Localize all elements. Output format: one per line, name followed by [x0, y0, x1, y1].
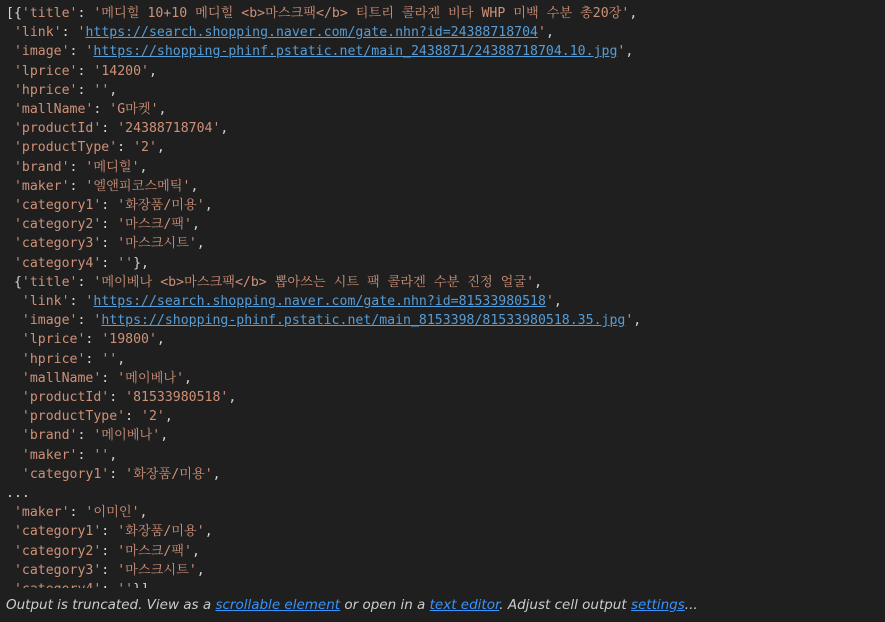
indent: [6, 313, 22, 328]
indent: [6, 428, 22, 443]
json-string: '이미인': [85, 505, 140, 521]
truncation-middle: or open in a: [340, 597, 430, 613]
json-key: 'productType': [21, 409, 126, 425]
indent: [6, 409, 22, 424]
json-string: '19800': [101, 332, 157, 348]
indent: [6, 198, 14, 213]
indent: [6, 256, 14, 271]
json-punctuation: ,: [204, 524, 213, 540]
indent: [6, 275, 14, 290]
indent: [6, 524, 14, 539]
url-link[interactable]: https://shopping-phinf.pstatic.net/main_8153398/81533980518.35.jpg: [101, 313, 626, 329]
json-key: 'title': [21, 274, 78, 290]
json-punctuation: :: [101, 217, 118, 233]
json-punctuation: ,: [553, 294, 562, 310]
code-line: [0, 138, 885, 157]
json-key: 'image': [13, 44, 70, 60]
code-line: [0, 388, 885, 407]
json-key: 'brand': [13, 159, 70, 175]
code-line: [0, 561, 885, 580]
json-punctuation: :: [69, 294, 86, 310]
json-string: '81533980518': [125, 390, 229, 406]
json-punctuation: ,: [629, 6, 638, 21]
code-line: [0, 81, 885, 100]
json-punctuation: ,: [109, 447, 118, 463]
json-punctuation: ,: [545, 25, 554, 41]
json-string: '마스크/팩': [117, 217, 192, 233]
json-key: 'productType': [13, 140, 118, 156]
json-punctuation: :: [77, 6, 94, 21]
json-key: 'title': [21, 6, 78, 21]
code-line: [0, 311, 885, 330]
json-key: 'category3': [13, 562, 102, 578]
code-line: [0, 446, 885, 465]
indent: [6, 140, 14, 155]
indent: [6, 294, 22, 309]
url-link[interactable]: https://search.shopping.naver.com/gate.nhn?id=24388718704: [85, 25, 538, 41]
indent: [6, 121, 14, 136]
code-line: [0, 407, 885, 426]
code-line: [0, 542, 885, 561]
indent: [6, 83, 14, 98]
json-punctuation: :: [109, 466, 126, 482]
url-link[interactable]: https://shopping-phinf.pstatic.net/main_2438871/24388718704.10.jpg: [93, 44, 618, 60]
json-punctuation: :: [77, 447, 94, 463]
json-punctuation: ,: [164, 409, 173, 425]
code-line: [0, 292, 885, 311]
indent: [6, 160, 14, 175]
json-punctuation: ,: [191, 543, 200, 559]
code-line: [0, 426, 885, 445]
code-line: [0, 4, 885, 23]
json-punctuation: ...: [6, 486, 30, 502]
scrollable-element-link[interactable]: scrollable element: [215, 597, 341, 613]
code-line: [0, 100, 885, 119]
json-string: ': [93, 313, 102, 329]
json-punctuation: ,: [160, 428, 169, 444]
json-punctuation: :: [77, 313, 94, 329]
json-string: '엘앤피코스메틱': [85, 178, 191, 194]
json-punctuation: ,: [158, 102, 167, 118]
indent: [6, 64, 14, 79]
json-punctuation: :: [85, 332, 102, 348]
json-punctuation: :: [77, 274, 94, 290]
json-string: '화장품/미용': [117, 198, 205, 214]
code-line: [0, 330, 885, 349]
json-punctuation: ,: [196, 236, 205, 252]
code-line: [0, 234, 885, 253]
indent: [6, 236, 14, 251]
json-punctuation: :: [101, 562, 118, 578]
truncation-prefix: Output is truncated. View as a: [6, 597, 216, 613]
json-key: 'mallName': [21, 370, 102, 386]
json-punctuation: :: [117, 140, 134, 156]
json-string: '메디힐': [85, 159, 140, 175]
json-punctuation: :: [69, 505, 86, 521]
json-key: 'category1': [13, 524, 102, 540]
json-string: '14200': [93, 63, 149, 79]
indent: [6, 102, 14, 117]
json-punctuation: :: [101, 255, 118, 271]
indent: [6, 544, 14, 559]
json-key: 'mallName': [13, 102, 94, 118]
indent: [6, 371, 22, 386]
json-punctuation: ,: [109, 82, 118, 98]
json-key: 'category1': [13, 198, 102, 214]
json-punctuation: :: [77, 82, 94, 98]
indent: [6, 179, 14, 194]
json-punctuation: :: [101, 121, 118, 137]
json-punctuation: ,: [534, 274, 543, 290]
indent: [6, 332, 22, 347]
json-string: '': [117, 255, 134, 271]
json-punctuation: ,: [228, 390, 237, 406]
json-key: 'hprice': [21, 351, 86, 367]
code-line: [0, 369, 885, 388]
indent: [6, 563, 14, 578]
json-punctuation: :: [101, 236, 118, 252]
json-string: '메이베나 <b>마스크팩</b> 뽑아쓰는 시트 팩 콜라겐 수분 진정 얼굴': [93, 274, 535, 290]
json-punctuation: :: [77, 428, 94, 444]
json-string: '2': [133, 140, 157, 156]
code-line: [0, 465, 885, 484]
json-key: 'category3': [13, 236, 102, 252]
json-punctuation: :: [85, 351, 102, 367]
json-punctuation: ,: [220, 121, 229, 137]
json-key: 'lprice': [13, 63, 78, 79]
code-line: [0, 196, 885, 215]
code-line: [0, 42, 885, 61]
indent: [6, 390, 22, 405]
json-punctuation: ,: [148, 63, 157, 79]
json-punctuation: ,: [196, 562, 205, 578]
json-punctuation: :: [125, 409, 141, 425]
json-punctuation: ,: [184, 370, 192, 386]
json-string: '마스크/팩': [117, 543, 192, 559]
code-line: [0, 158, 885, 177]
json-key: 'category1': [21, 466, 110, 482]
json-string: '마스크시트': [117, 236, 197, 252]
json-string: ': [77, 25, 86, 41]
json-punctuation: :: [109, 390, 126, 406]
json-punctuation: :: [101, 543, 118, 559]
code-line: [0, 254, 885, 273]
json-punctuation: ,: [156, 332, 165, 348]
json-key: 'link': [21, 294, 70, 310]
indent: [6, 352, 22, 367]
code-line: [0, 503, 885, 522]
code-line: [0, 273, 885, 292]
json-punctuation: ,: [190, 178, 199, 194]
code-line: [0, 350, 885, 369]
json-string: '': [93, 82, 110, 98]
json-string: '마스크시트': [117, 562, 197, 578]
indent: [6, 217, 14, 232]
json-punctuation: :: [77, 63, 94, 79]
json-key: 'category2': [13, 543, 102, 559]
json-punctuation: :: [69, 44, 86, 60]
json-punctuation: ,: [212, 466, 221, 482]
json-string: ': [85, 44, 94, 60]
json-punctuation: ,: [633, 313, 642, 329]
json-string: '메디힐 10+10 메디힐 <b>마스크팩</b> 티트리 콜라겐 비타 WHP 미백 수분 총20장': [93, 6, 630, 21]
json-key: 'category2': [13, 217, 102, 233]
json-punctuation: :: [93, 102, 110, 118]
json-punctuation: :: [101, 198, 118, 214]
json-punctuation: ,: [156, 140, 165, 156]
json-punctuation: {: [13, 274, 22, 290]
json-punctuation: [{: [6, 6, 22, 21]
json-string: '화장품/미용': [125, 466, 213, 482]
json-key: 'maker': [13, 505, 70, 521]
json-punctuation: },: [133, 255, 149, 271]
json-key: 'productId': [13, 121, 102, 137]
json-key: 'link': [13, 25, 62, 41]
truncation-end: ...: [684, 597, 698, 613]
json-string: '24388718704': [117, 121, 221, 137]
truncation-message: [6, 597, 698, 613]
json-string: ': [617, 44, 626, 60]
json-string: '': [93, 447, 110, 463]
settings-link[interactable]: settings: [630, 597, 685, 613]
indent: [6, 467, 22, 482]
text-editor-link[interactable]: text editor: [429, 597, 500, 613]
json-punctuation: :: [61, 25, 78, 41]
json-punctuation: :: [69, 159, 86, 175]
code-line: [0, 23, 885, 42]
json-key: 'hprice': [13, 82, 78, 98]
json-punctuation: ,: [139, 505, 148, 521]
json-string: '메이베나': [93, 428, 161, 444]
indent: [6, 44, 14, 59]
json-string: ': [625, 313, 634, 329]
code-line: [0, 177, 885, 196]
json-punctuation: ,: [625, 44, 634, 60]
json-key: 'category4': [13, 255, 102, 271]
json-punctuation: :: [69, 178, 86, 194]
json-punctuation: ,: [139, 159, 148, 175]
json-string: ': [85, 294, 94, 310]
json-key: 'productId': [21, 390, 110, 406]
url-link[interactable]: https://search.shopping.naver.com/gate.nhn?id=81533980518: [93, 294, 546, 310]
truncation-suffix: . Adjust cell output: [499, 597, 631, 613]
json-key: 'image': [21, 313, 78, 329]
output-truncation-bar: [0, 588, 885, 622]
json-string: ': [538, 25, 546, 41]
json-punctuation: ,: [191, 217, 200, 233]
indent: [6, 25, 14, 40]
indent: [6, 505, 14, 520]
json-key: 'maker': [13, 178, 70, 194]
json-string: '2': [141, 409, 165, 425]
output-lines: [0, 4, 885, 599]
json-key: 'brand': [21, 428, 78, 444]
code-line: [0, 62, 885, 81]
json-string: '메이베나': [117, 370, 185, 386]
json-string: '': [101, 351, 118, 367]
code-line: [0, 484, 885, 503]
code-line: [0, 119, 885, 138]
code-line: [0, 522, 885, 541]
json-punctuation: :: [101, 370, 118, 386]
json-string: ': [545, 294, 554, 310]
json-punctuation: ,: [204, 198, 213, 214]
json-string: 'G마켓': [109, 102, 159, 118]
json-punctuation: ,: [117, 351, 126, 367]
code-line: [0, 215, 885, 234]
json-punctuation: :: [101, 524, 118, 540]
json-key: 'maker': [21, 447, 78, 463]
json-string: '화장품/미용': [117, 524, 205, 540]
json-key: 'lprice': [21, 332, 86, 348]
indent: [6, 448, 22, 463]
